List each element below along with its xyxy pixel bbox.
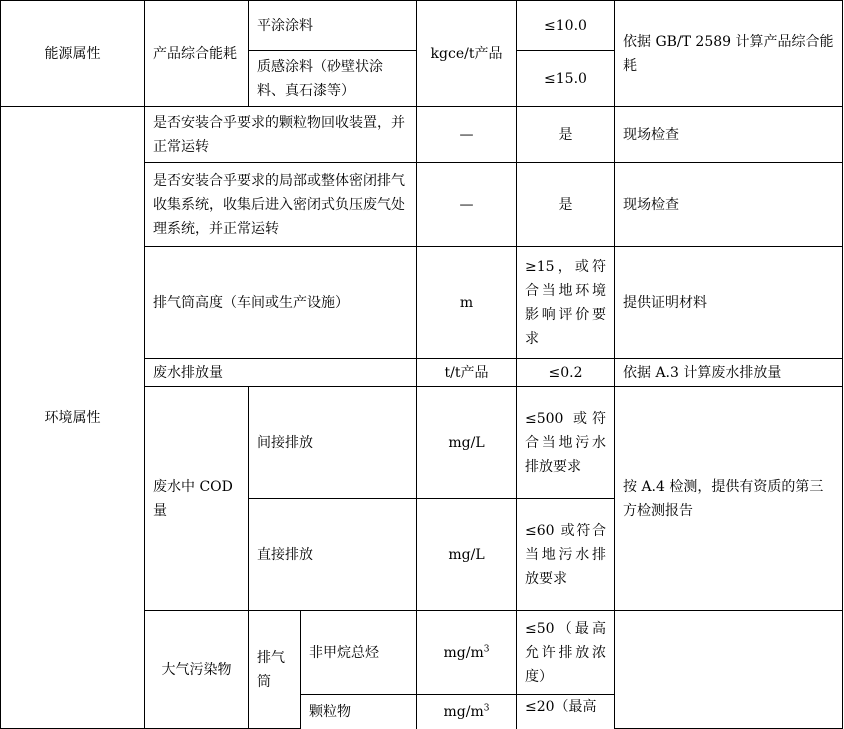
stack-height-method: 提供证明材料 [615,247,843,359]
dust-method: 现场检查 [615,107,843,163]
exhaust-unit: — [417,163,517,247]
air-pollutant-item: 大气污染物 [145,611,249,729]
cod-indirect-label: 间接排放 [249,387,417,499]
wastewater-req: ≤0.2 [517,359,615,387]
nmhc-unit: $mg/m^3$ [417,611,517,695]
category-energy: 能源属性 [1,1,145,107]
cod-indirect-req: ≤500 或符合当地污水排放要求 [517,387,615,499]
stack-height-req: ≥15，或符合当地环境影响评价要求 [517,247,615,359]
particulate-req: ≤20（最高 [517,695,615,729]
cod-direct-req: ≤60 或符合当地污水排放要求 [517,499,615,611]
dust-unit: — [417,107,517,163]
energy-req-textured: ≤15.0 [517,51,615,107]
dust-item: 是否安装合乎要求的颗粒物回收装置，并正常运转 [145,107,417,163]
wastewater-unit: t/t产品 [417,359,517,387]
energy-item: 产品综合能耗 [145,1,249,107]
stack-height-item: 排气筒高度（车间或生产设施） [145,247,417,359]
nmhc-req: ≤50（最高允许排放浓度） [517,611,615,695]
particulate-label: 颗粒物 [301,695,417,729]
energy-req-flat: ≤10.0 [517,1,615,51]
particulate-unit: $mg/m^3$ [417,695,517,729]
cod-item: 废水中 COD 量 [145,387,249,611]
cod-direct-label: 直接排放 [249,499,417,611]
cod-method: 按 A.4 检测，提供有资质的第三方检测报告 [615,387,843,611]
cod-direct-unit: mg/L [417,499,517,611]
exhaust-req: 是 [517,163,615,247]
energy-method: 依据 GB/T 2589 计算产品综合能耗 [615,1,843,107]
cod-indirect-unit: mg/L [417,387,517,499]
exhaust-item: 是否安装合乎要求的局部或整体密闭排气收集系统，收集后进入密闭式负压废气处理系统，并正常运转 [145,163,417,247]
energy-sub-textured: 质感涂料（砂壁状涂料、真石漆等） [249,51,417,107]
wastewater-method: 依据 A.3 计算废水排放量 [615,359,843,387]
dust-req: 是 [517,107,615,163]
category-environment: 环境属性 [1,107,145,729]
exhaust-method: 现场检查 [615,163,843,247]
wastewater-item: 废水排放量 [145,359,417,387]
air-method-empty [615,611,843,729]
nmhc-label: 非甲烷总烃 [301,611,417,695]
energy-sub-flat: 平涂涂料 [249,1,417,51]
energy-unit: kgce/t产品 [417,1,517,107]
stack-height-unit: m [417,247,517,359]
air-stack-label: 排气筒 [249,611,301,729]
